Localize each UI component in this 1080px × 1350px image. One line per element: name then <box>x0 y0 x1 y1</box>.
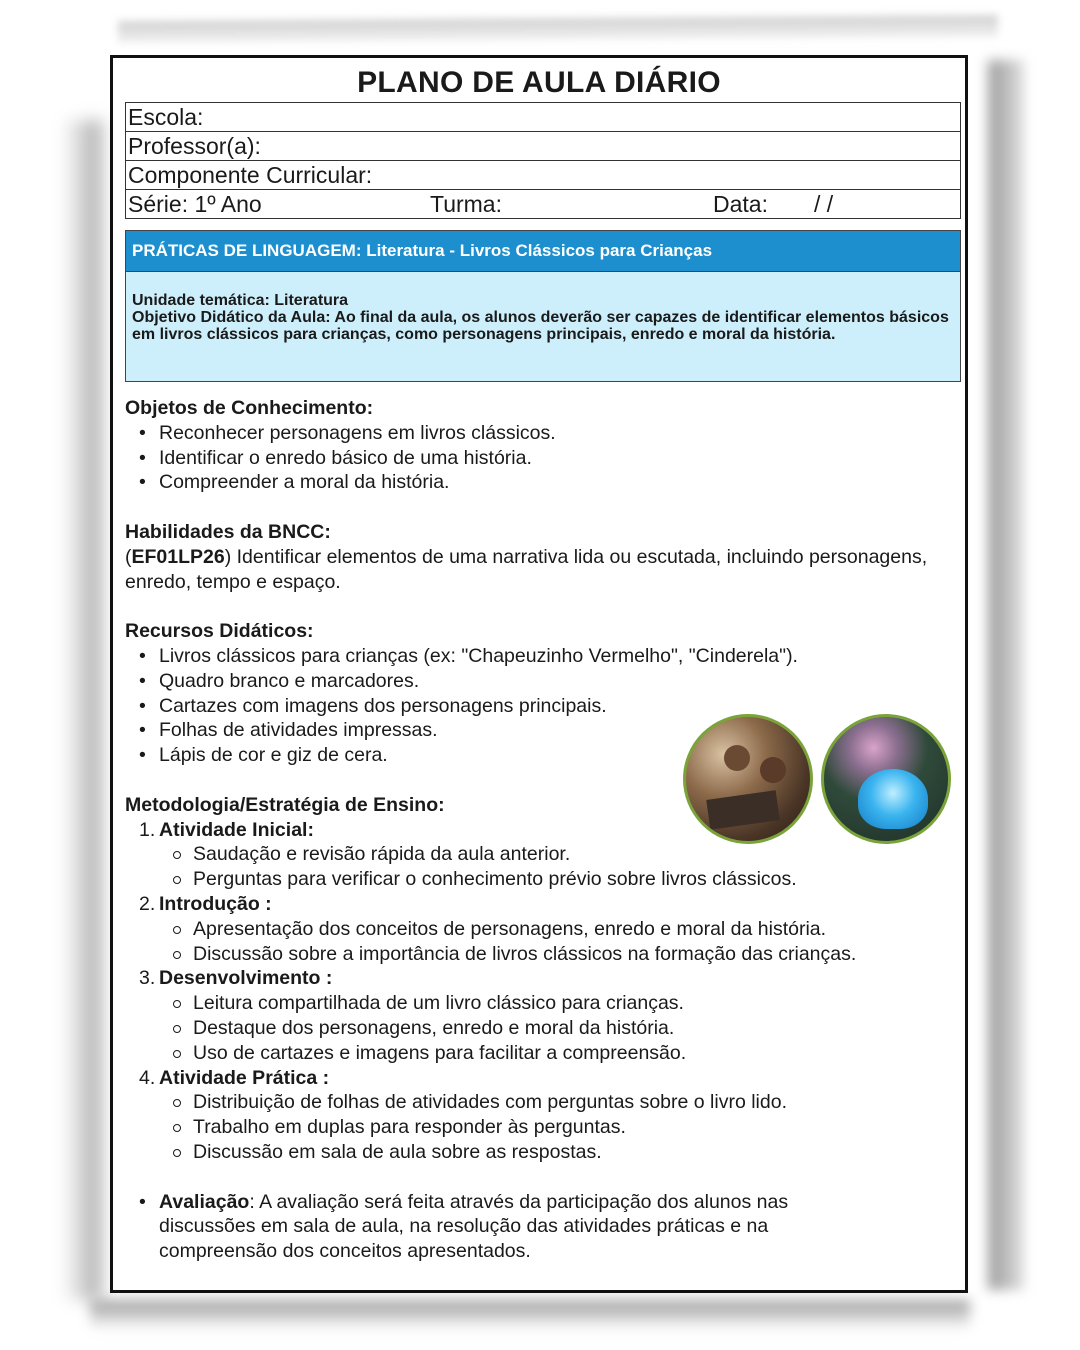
list-item: • Folhas de atividades impressas. <box>159 718 955 743</box>
page-shadow-right <box>988 60 1024 1290</box>
step-4 <box>139 1066 955 1165</box>
list-item: • Livros clássicos para crianças (ex: "Chapeuzinho Vermelho", "Cinderela"). <box>159 644 955 669</box>
step-title: Desenvolvimento : <box>159 967 333 990</box>
step-title: Introdução : <box>159 892 272 915</box>
list-item: Uso de cartazes e imagens para facilitar a compreensão. <box>193 1041 955 1066</box>
step-3 <box>139 966 955 1065</box>
book-icon <box>706 790 779 829</box>
teacher-field[interactable] <box>126 132 960 161</box>
knowledge-objects-heading: Objetos de Conhecimento: <box>125 397 374 419</box>
knowledge-objects-list <box>125 421 955 495</box>
didactic-objective: Objetivo Didático da Aula: Ao final da aula, os alunos deverão ser capazes de identificar elementos básicos em livros clássicos para crianças, como personagens principais, enredo e moral da história. <box>132 309 949 343</box>
child-head-icon <box>760 757 786 783</box>
step-items <box>159 1090 955 1164</box>
step-number: 2. <box>139 892 156 915</box>
list-item: Distribuição de folhas de atividades com perguntas sobre o livro lido. <box>193 1090 955 1115</box>
objective-body <box>126 272 960 343</box>
list-item: Perguntas para verificar o conhecimento prévio sobre livros clássicos. <box>193 867 955 892</box>
child-head-icon <box>724 745 750 771</box>
date-slashes: / / <box>814 191 834 217</box>
teacher-label: Professor(a): <box>128 133 261 159</box>
class-label[interactable]: Turma: <box>430 191 502 217</box>
list-item: Trabalho em duplas para responder às perguntas. <box>193 1115 955 1140</box>
lesson-plan-sheet <box>110 55 968 1293</box>
list-item: • Compreender a moral da história. <box>159 470 955 495</box>
school-label: Escola: <box>128 104 204 130</box>
page-shadow-bottom <box>90 1300 970 1330</box>
header-fields-table <box>125 102 961 219</box>
children-reading-photo <box>683 714 813 844</box>
page-shadow-left <box>62 120 102 1300</box>
step-items <box>159 991 955 1065</box>
school-field[interactable] <box>126 103 960 132</box>
lesson-content <box>125 396 955 1264</box>
evaluation-item <box>159 1190 955 1264</box>
bncc-text: ) Identificar elementos de uma narrativa lida ou escutada, incluindo personagens, enredo, tempo e espaço. <box>125 545 928 593</box>
resources-heading: Recursos Didáticos: <box>125 620 314 643</box>
methodology-heading: Metodologia/Estratégia de Ensino: <box>125 793 445 816</box>
evaluation-text: : A avaliação será feita através da participação dos alunos nas discussões em sala de aula, na resolução das atividades práticas e na compreensão dos conceitos apresentados. <box>159 1190 789 1263</box>
bncc-paren: ( <box>125 545 132 568</box>
subject-field[interactable] <box>126 161 960 190</box>
page-title: PLANO DE AULA DIÁRIO <box>357 66 721 99</box>
list-item: Leitura compartilhada de um livro clássico para crianças. <box>193 991 955 1016</box>
step-title: Atividade Inicial: <box>159 818 314 841</box>
blue-dress-icon <box>858 769 928 829</box>
step-number: 1. <box>139 818 156 841</box>
evaluation-list <box>125 1190 955 1264</box>
bncc-skill <box>125 545 955 595</box>
list-item: Saudação e revisão rápida da aula anterior. <box>193 842 955 867</box>
list-item: • Cartazes com imagens dos personagens principais. <box>159 694 955 719</box>
list-item: Apresentação dos conceitos de personagens, enredo e moral da história. <box>193 917 955 942</box>
practice-objective-box <box>125 230 961 382</box>
list-item: • Reconhecer personagens em livros clássicos. <box>159 421 955 446</box>
step-number: 3. <box>139 967 156 990</box>
step-2 <box>139 892 955 966</box>
list-item: • Lápis de cor e giz de cera. <box>159 743 955 768</box>
list-item: • Identificar o enredo básico de uma história. <box>159 446 955 471</box>
methodology-steps <box>125 818 955 1165</box>
page-shadow-top <box>118 15 998 43</box>
thematic-unit: Unidade temática: Literatura <box>132 292 349 309</box>
list-item: Discussão sobre a importância de livros clássicos na formação das crianças. <box>193 942 955 967</box>
grade-class-date-row <box>126 190 960 218</box>
step-number: 4. <box>139 1066 156 1089</box>
practice-heading: PRÁTICAS DE LINGUAGEM: Literatura - Livros Clássicos para Crianças <box>126 231 960 272</box>
bncc-heading: Habilidades da BNCC: <box>125 520 331 543</box>
date-label[interactable]: Data: <box>713 191 768 217</box>
step-title: Atividade Prática : <box>159 1066 330 1089</box>
bncc-code: EF01LP26 <box>131 545 225 568</box>
list-item: Discussão em sala de aula sobre as respostas. <box>193 1140 955 1165</box>
step-1 <box>139 818 955 892</box>
grade-label: Série: 1º Ano <box>128 191 262 217</box>
subject-label: Componente Curricular: <box>128 162 373 188</box>
cinderella-photo <box>821 714 951 844</box>
evaluation-label: Avaliação <box>159 1190 250 1213</box>
list-item: Destaque dos personagens, enredo e moral da história. <box>193 1016 955 1041</box>
list-item: • Quadro branco e marcadores. <box>159 669 955 694</box>
step-items <box>159 917 955 967</box>
step-items <box>159 842 955 892</box>
